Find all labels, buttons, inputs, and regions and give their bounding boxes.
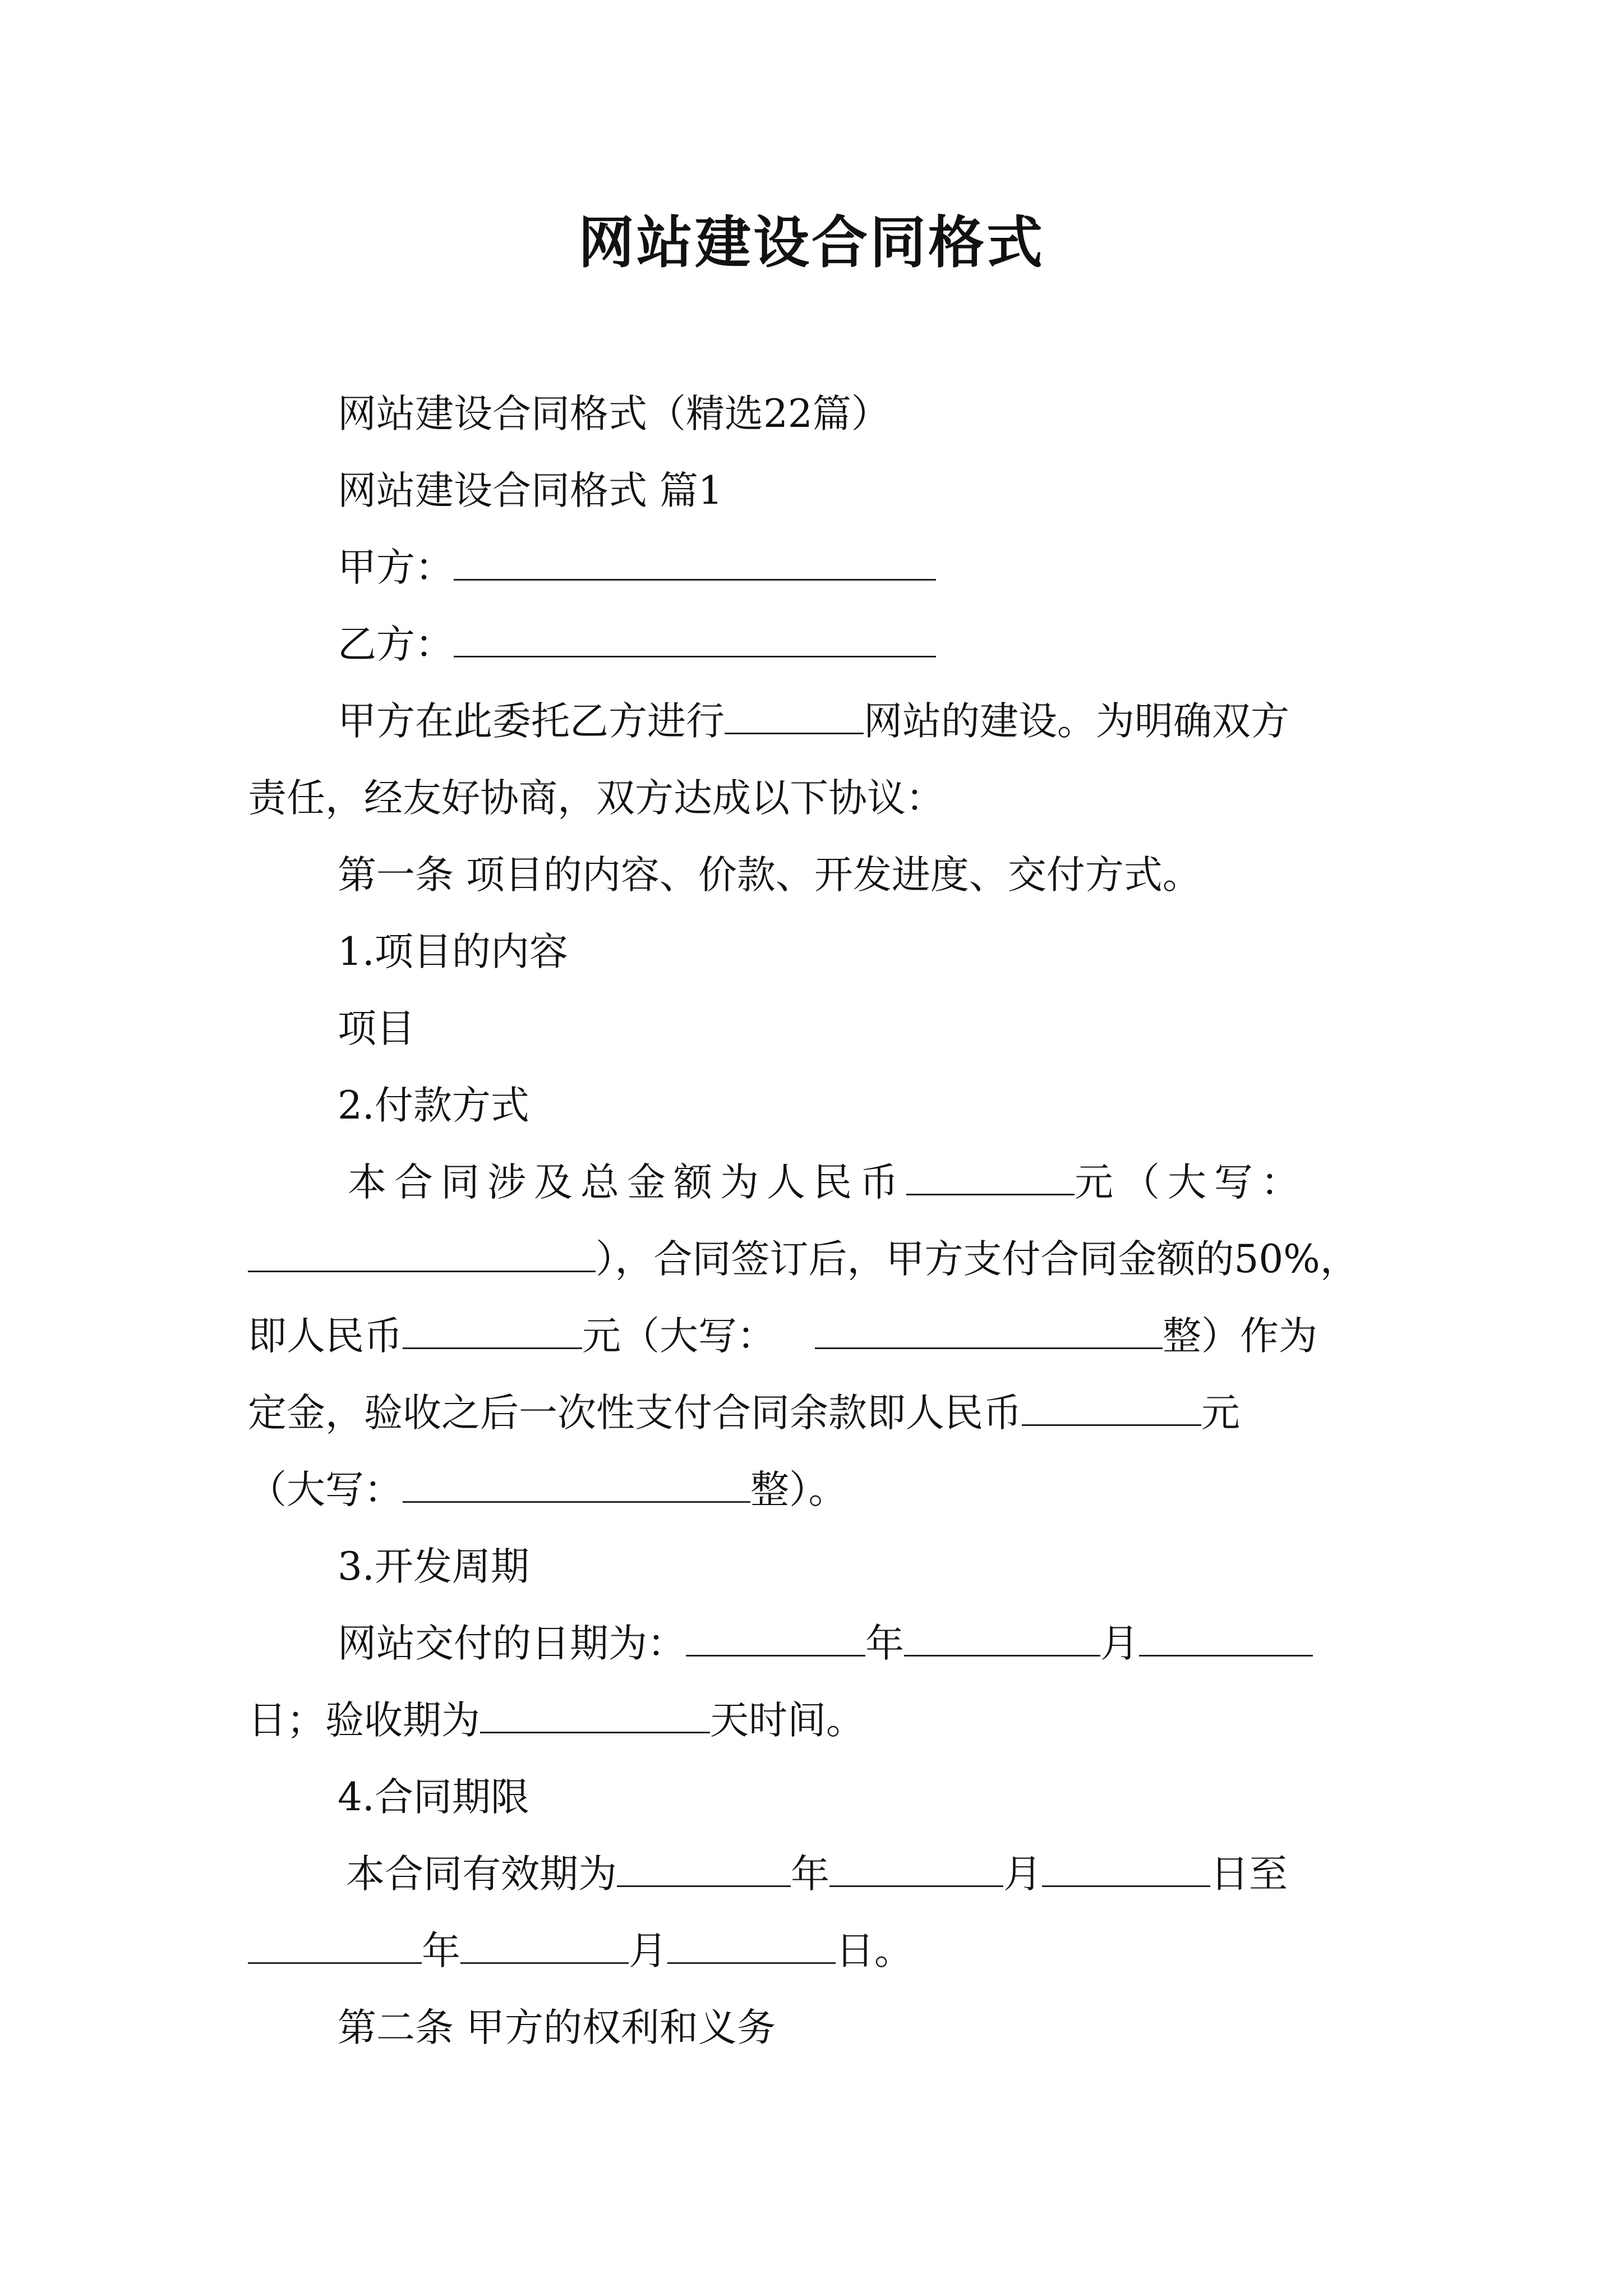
payment-text-2: ），合同签订后，甲方支付合同金额的50%， [596,1237,1359,1282]
payment-text-3c: 整）作为 [1163,1314,1317,1359]
payment-line-2 [248,1221,1426,1298]
delivery-month-label: 月 [1100,1621,1139,1666]
term-end-day-blank [667,1926,836,1964]
balance-words-blank [403,1465,750,1503]
party-b-label: 乙方： [338,622,454,667]
party-b-line [248,606,1426,683]
section-heading: 网站建设合同格式 篇1 [338,468,723,513]
deposit-amount-blank [403,1312,582,1349]
subtitle: 网站建设合同格式（精选22篇） [338,392,890,436]
dev-text-2a: 日；验收期为 [248,1698,480,1743]
article-1-line [248,837,1426,914]
intro-text-1a: 甲方在此委托乙方进行 [338,699,725,744]
website-name-blank [725,697,864,734]
payment-text-5a: （大写： [248,1467,403,1512]
party-a-blank [454,543,936,581]
term-text-1a: 本合同有效期为 [346,1852,617,1897]
dev-text-1a: 网站交付的日期为： [338,1621,686,1666]
article-1-heading: 第一条 项目的内容、价款、开发进度、交付方式。 [338,853,1201,898]
acceptance-days-blank [480,1696,710,1733]
payment-line-3 [248,1298,1426,1375]
payment-text-5b: 整）。 [750,1467,847,1512]
term-start-month-blank [829,1849,1003,1887]
intro-text-1b: 网站的建设。为明确双方 [864,699,1289,744]
subtitle-line [248,376,1426,453]
term-start-year-label: 年 [791,1852,829,1897]
total-amount-blank [906,1158,1075,1195]
delivery-year-label: 年 [865,1621,904,1666]
item-1-text: 项目 [338,1006,415,1051]
party-a-line [248,530,1426,606]
term-start-month-label: 月 [1003,1852,1042,1897]
deposit-words-blank [815,1312,1163,1349]
term-end-month-blank [460,1926,629,1964]
item-3-line [248,1529,1426,1605]
payment-text-1a: 本合同涉及总金额为人民币 [348,1160,906,1205]
term-end-year-blank [248,1926,422,1964]
document-title: 网站建设合同格式 [578,209,1045,275]
term-line-2 [248,1913,1426,1990]
payment-text-4b: 元 [1201,1391,1240,1435]
item-3-heading: 3.开发周期 [338,1544,529,1589]
dev-line-1 [248,1605,1426,1682]
item-2-line [248,1068,1426,1144]
payment-text-3b: 元（大写： [582,1314,776,1359]
term-end-day-label: 日。 [836,1929,913,1973]
document-body [248,376,1426,2067]
total-amount-words-blank [248,1235,596,1272]
item-2-heading: 2.付款方式 [338,1083,529,1128]
delivery-month-blank [904,1619,1100,1657]
dev-text-2b: 天时间。 [710,1698,865,1743]
term-text-1d: 日至 [1210,1852,1288,1897]
item-1-text-line [248,991,1426,1068]
payment-line-4 [248,1375,1426,1452]
payment-text-1b: 元（大写： [1075,1160,1307,1205]
payment-line-5 [248,1452,1426,1529]
term-start-day-blank [1042,1849,1210,1887]
term-end-month-label: 月 [629,1929,667,1973]
delivery-day-blank [1139,1619,1313,1657]
dev-line-2 [248,1682,1426,1759]
item-4-line [248,1759,1426,1836]
intro-text-2: 责任，经友好协商，双方达成以下协议： [248,776,944,821]
intro-line-2 [248,760,1426,837]
item-1-line [248,914,1426,991]
payment-text-4a: 定金，验收之后一次性支付合同余款即人民币 [248,1391,1022,1435]
article-2-line [248,1990,1426,2067]
item-1-heading: 1.项目的内容 [338,930,568,974]
intro-line-1 [248,683,1426,760]
section-heading-line [248,453,1426,530]
term-line-1 [248,1836,1426,1913]
article-2-heading: 第二条 甲方的权利和义务 [338,2005,776,2050]
item-4-heading: 4.合同期限 [338,1775,529,1820]
delivery-year-blank [686,1619,865,1657]
party-a-label: 甲方： [338,545,454,590]
term-end-year-label: 年 [422,1929,460,1973]
balance-amount-blank [1022,1388,1201,1426]
payment-line-1 [248,1144,1426,1221]
payment-text-3a: 即人民币 [248,1314,403,1359]
term-start-year-blank [617,1849,791,1887]
party-b-blank [454,620,936,657]
